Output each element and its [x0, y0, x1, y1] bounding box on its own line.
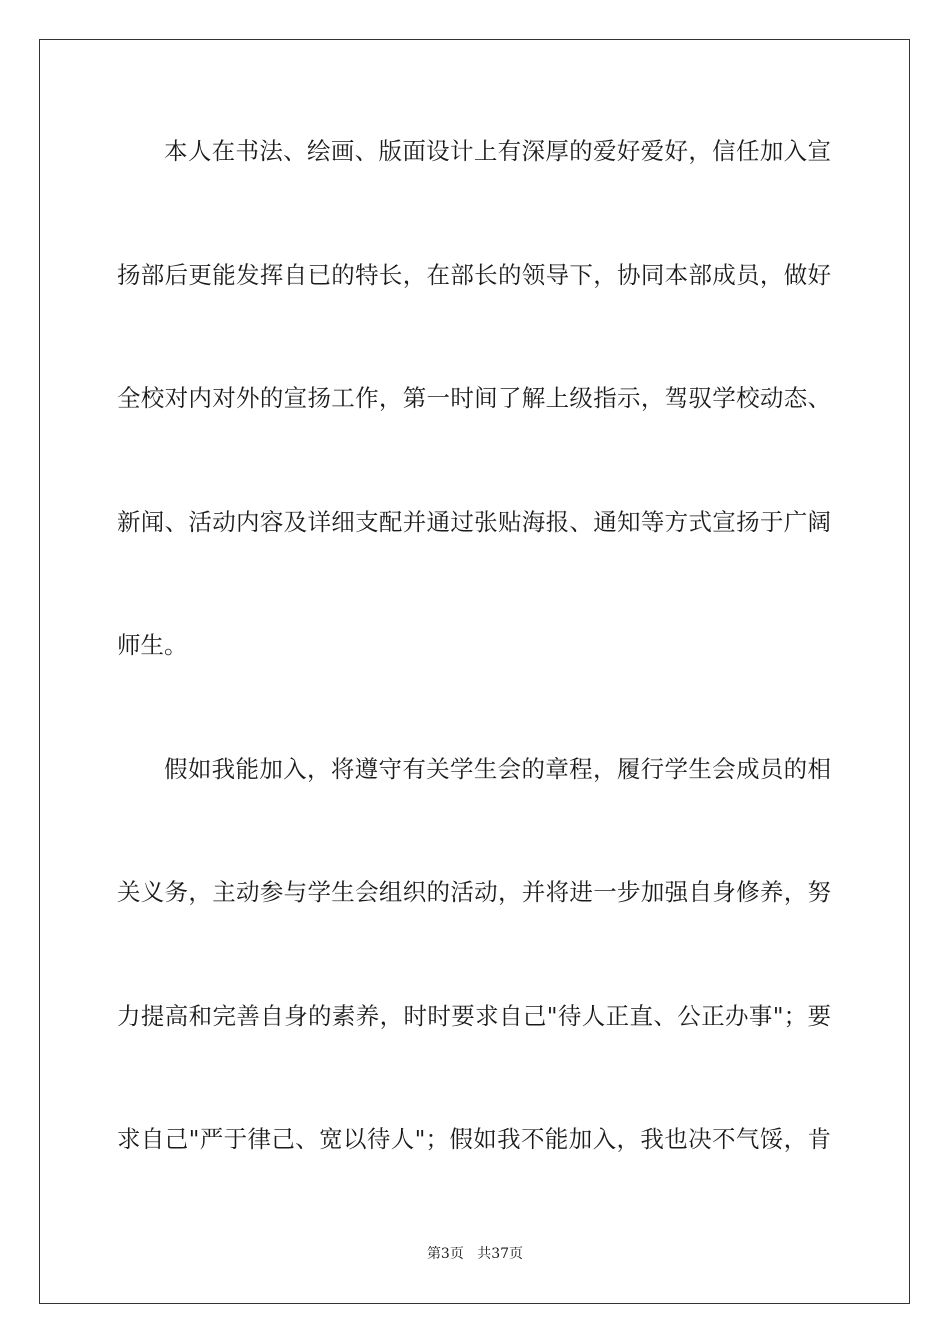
paragraph-2-line-3: 力提高和完善自身的素养，时时要求自己"待人正直、公正办事"；要: [117, 1002, 831, 1030]
page-footer: [0, 1244, 950, 1264]
paragraph-1-line-4: 新闻、活动内容及详细支配并通过张贴海报、通知等方式宣扬于广阔: [117, 508, 831, 536]
page-total: 共37页: [477, 1246, 524, 1262]
page-number: 第3页: [426, 1246, 464, 1262]
paragraph-1-line-3: 全校对内对外的宣扬工作，第一时间了解上级指示，驾驭学校动态、: [117, 384, 831, 412]
paragraph-2-line-1: 假如我能加入，将遵守有关学生会的章程，履行学生会成员的相: [164, 755, 831, 783]
paragraph-1-line-2: 扬部后更能发挥自已的特长，在部长的领导下，协同本部成员，做好: [117, 261, 831, 289]
paragraph-2-line-2: 关义务，主动参与学生会组织的活动，并将进一步加强自身修养，努: [117, 878, 831, 906]
paragraph-1-line-5: 师生。: [117, 631, 188, 659]
paragraph-2-line-4: 求自己"严于律己、宽以待人"；假如我不能加入，我也决不气馁，肯: [117, 1125, 831, 1153]
paragraph-1-line-1: 本人在书法、绘画、版面设计上有深厚的爱好爱好，信任加入宣: [164, 137, 831, 165]
page-border: [39, 39, 910, 1304]
